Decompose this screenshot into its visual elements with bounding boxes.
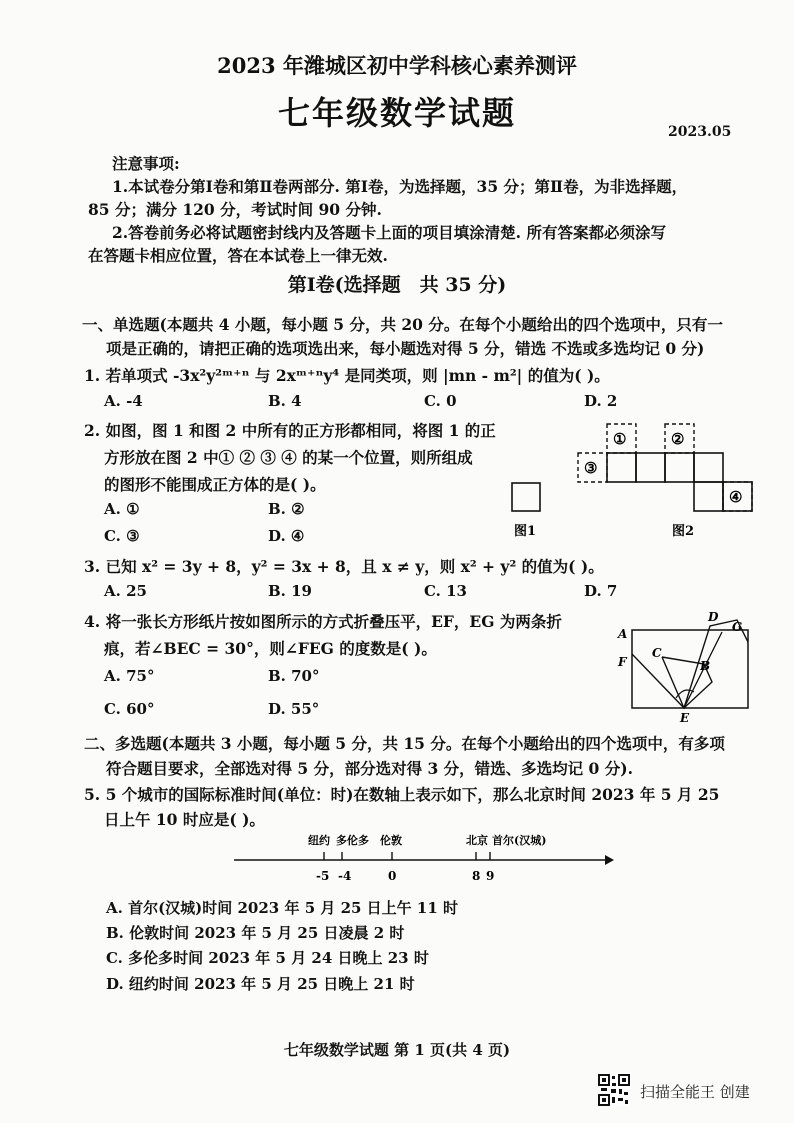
part-heading: 二、多选题(本题共 3 小题，每小题 5 分，共 15 分。在每个小题给出的四个选项中，有多项 — [84, 734, 725, 753]
q5-option-b: B. 伦敦时间 2023 年 5 月 25 日凌晨 2 时 — [106, 924, 405, 942]
scanner-watermark: 扫描全能王 创建 — [640, 1083, 750, 1101]
question-3-stem: 3. 已知 x² = 3y + 8，y² = 3x + 8，且 x ≠ y，则 x² + y² 的值为( )。 — [84, 557, 604, 576]
city-new-york: 纽约 — [308, 834, 330, 847]
q4-option-b: B. 70° — [268, 667, 320, 685]
city-toronto: 多伦多 — [336, 834, 369, 847]
part-heading: 项是正确的，请把正确的选项选出来，每小题选对得 5 分，错选 不选或多选均记 0 分) — [106, 339, 705, 358]
tick-label: 9 — [486, 869, 495, 883]
exam-date: 2023.05 — [668, 124, 732, 140]
q4-option-a: A. 75° — [104, 667, 155, 685]
label-g: G — [732, 620, 743, 634]
q2-option-c: C. ③ — [104, 527, 140, 545]
question-1-stem: 1. 若单项式 -3x²y²ᵐ⁺ⁿ 与 2xᵐ⁺ⁿy⁴ 是同类项，则 |mn - m²| 的值为( )。 — [84, 366, 610, 385]
city-seoul: 首尔(汉城) — [492, 834, 547, 847]
fig2-caption: 图2 — [672, 524, 695, 539]
q1-option-b: B. 4 — [268, 392, 302, 410]
question-4-line: 4. 将一张长方形纸片按如图所示的方式折叠压平，EF，EG 为两条折 — [84, 612, 562, 631]
question-5-line: 5. 5 个城市的国际标准时间(单位：时)在数轴上表示如下，那么北京时间 2023 年 5 月 25 — [84, 785, 720, 804]
q5-option-a: A. 首尔(汉城)时间 2023 年 5 月 25 日上午 11 时 — [106, 899, 458, 917]
q5-option-c: C. 多伦多时间 2023 年 5 月 24 日晚上 23 时 — [106, 949, 429, 967]
question-4-line: 痕，若∠BEC = 30°，则∠FEG 的度数是( )。 — [104, 639, 437, 658]
question-5-line: 日上午 10 时应是( )。 — [104, 810, 265, 829]
part-heading: 符合题目要求，全部选对得 5 分，部分选对得 3 分，错选、多选均记 0 分). — [106, 759, 633, 778]
q2-figure — [500, 418, 770, 548]
q5-option-d: D. 纽约时间 2023 年 5 月 25 日晚上 21 时 — [106, 975, 415, 993]
qr-code-icon — [598, 1074, 630, 1106]
label-f: F — [618, 655, 627, 669]
q3-option-c: C. 13 — [424, 582, 467, 600]
notes-line: 2.答卷前务必将试题密封线内及答题卡上面的项目填涂清楚. 所有答案都必须涂写 — [112, 223, 666, 242]
marker-2: ② — [671, 430, 685, 448]
q3-option-a: A. 25 — [104, 582, 147, 600]
q1-option-c: C. 0 — [424, 392, 457, 410]
tick-label: 0 — [388, 869, 397, 883]
label-b: B — [700, 659, 711, 673]
tick-label: -5 — [316, 869, 330, 883]
q1-option-d: D. 2 — [584, 392, 618, 410]
q4-figure — [612, 612, 762, 724]
label-a: A — [618, 627, 628, 641]
question-2-line: 2. 如图，图 1 和图 2 中所有的正方形都相同，将图 1 的正 — [84, 421, 496, 440]
section-title: 第Ⅰ卷(选择题 共 35 分) — [287, 274, 507, 296]
label-c: C — [652, 646, 662, 660]
marker-4: ④ — [729, 488, 743, 506]
tick-label: 8 — [472, 869, 481, 883]
q3-option-b: B. 19 — [268, 582, 312, 600]
q3-option-d: D. 7 — [584, 582, 618, 600]
marker-1: ① — [613, 430, 627, 448]
q2-option-d: D. ④ — [268, 527, 305, 545]
city-london: 伦敦 — [380, 834, 402, 847]
notes-heading: 注意事项: — [112, 154, 180, 173]
q2-option-b: B. ② — [268, 500, 305, 518]
fig1-caption: 图1 — [514, 524, 537, 539]
q2-option-a: A. ① — [104, 500, 140, 518]
marker-3: ③ — [584, 459, 598, 477]
timezone-number-line — [230, 828, 615, 888]
fig1-square — [512, 483, 540, 511]
q4-option-d: D. 55° — [268, 700, 320, 718]
label-e: E — [680, 711, 690, 724]
exam-name: 2023 年潍城区初中学科核心素养测评 — [217, 53, 577, 78]
page-title: 七年级数学试题 — [277, 94, 516, 132]
question-2-line: 方形放在图 2 中① ② ③ ④ 的某一个位置，则所组成 — [104, 448, 473, 467]
city-beijing: 北京 — [466, 834, 488, 847]
notes-line: 1.本试卷分第Ⅰ卷和第Ⅱ卷两部分. 第Ⅰ卷，为选择题，35 分；第Ⅱ卷，为非选择题， — [112, 177, 688, 196]
part-heading: 一、单选题(本题共 4 小题，每小题 5 分，共 20 分。在每个小题给出的四个选项中，只有一 — [82, 315, 723, 334]
q4-option-c: C. 60° — [104, 700, 155, 718]
notes-line: 85 分；满分 120 分，考试时间 90 分钟. — [88, 200, 382, 219]
notes-line: 在答题卡相应位置，答在本试卷上一律无效. — [88, 246, 388, 265]
question-2-line: 的图形不能围成正方体的是( )。 — [104, 475, 326, 494]
q1-option-a: A. -4 — [104, 392, 143, 410]
label-d: D — [708, 612, 719, 624]
page-footer: 七年级数学试题 第 1 页(共 4 页) — [283, 1041, 511, 1059]
tick-label: -4 — [338, 869, 352, 883]
